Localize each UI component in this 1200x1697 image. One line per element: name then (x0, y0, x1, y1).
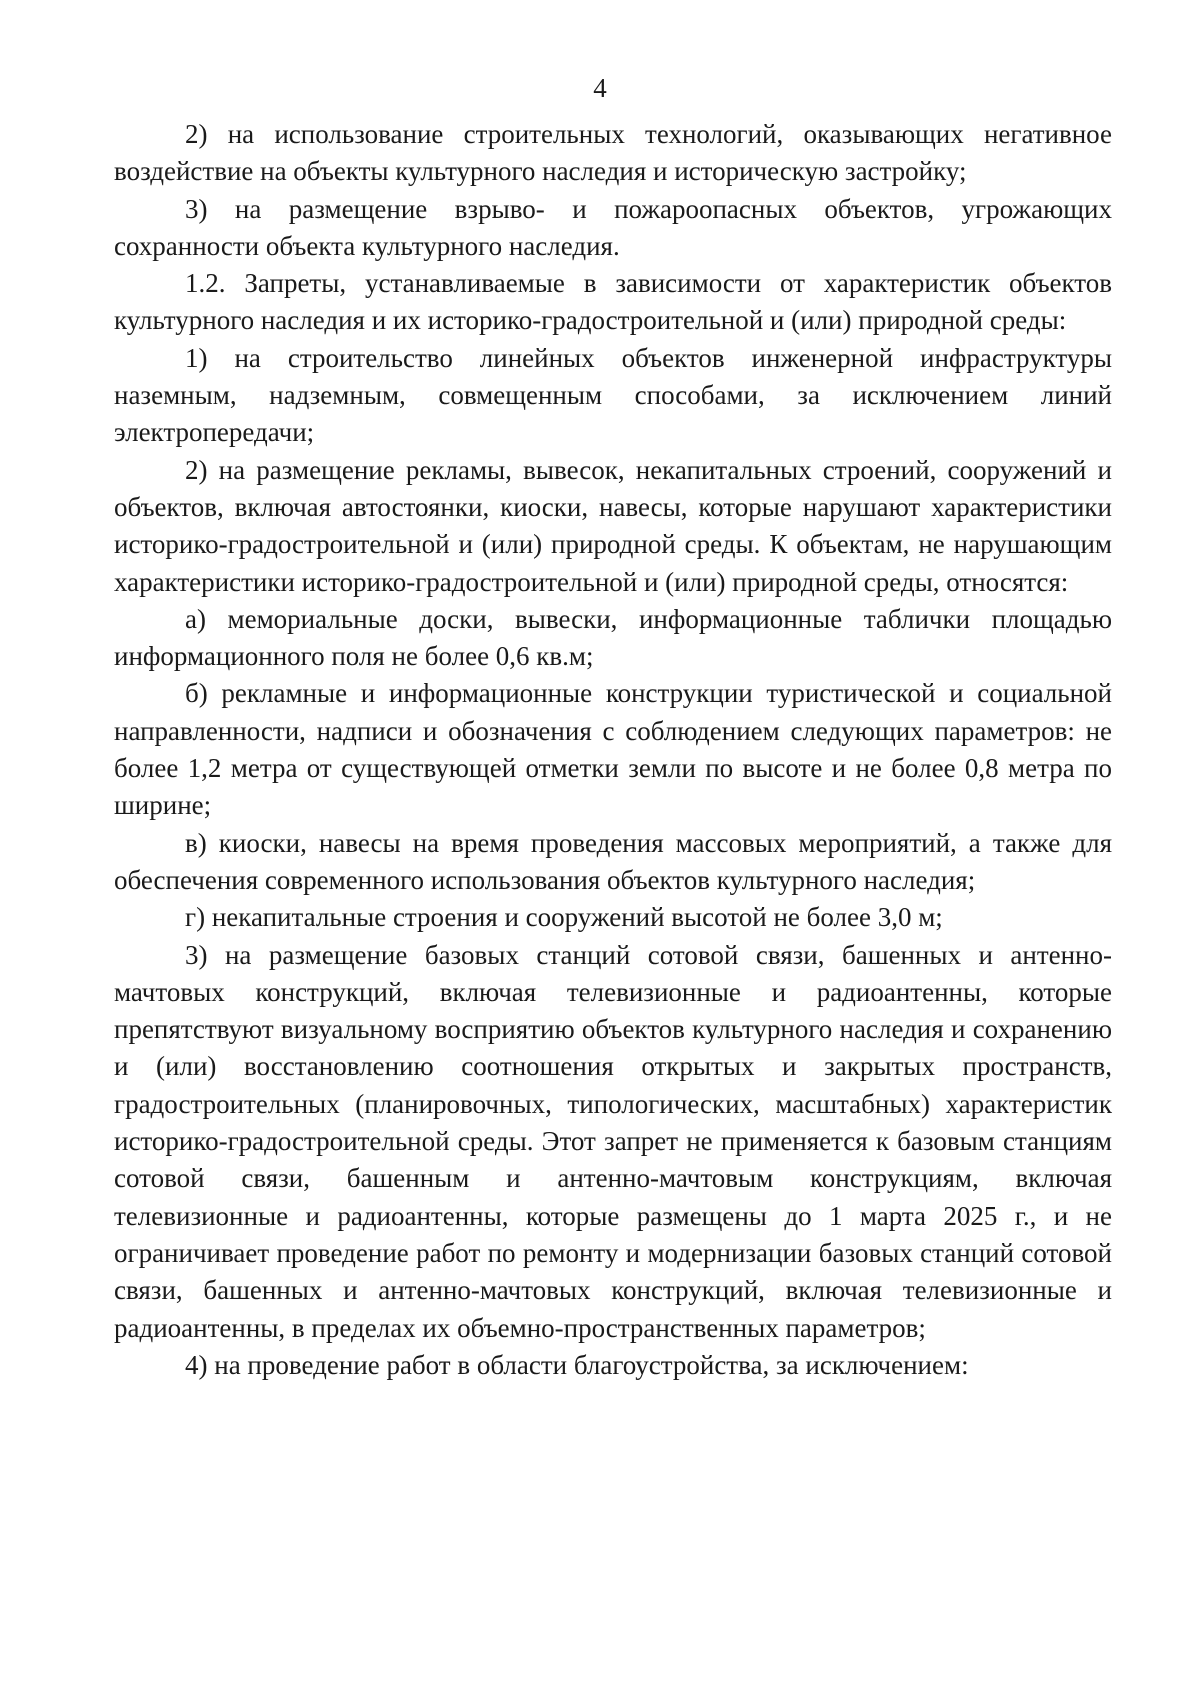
paragraph-subitem-v: в) киоски, навесы на время проведения массовых мероприятий, а также для обеспечения современного использования объектов культурного наследия; (114, 827, 1112, 895)
paragraph-subitem-g: г) некапитальные строения и сооружений высотой не более 3,0 м; (185, 902, 943, 933)
paragraph-item-4: 4) на проведение работ в области благоустройства, за исключением: (185, 1349, 969, 1380)
paragraph-subitem-b: б) рекламные и информационные конструкции туристической и социальной направленности, надписи и обозначения с соблюдением следующих параметров: не более 1,2 метра от существующей отметки земли по высоте и не более 0,8 метра по ширине; (114, 678, 1112, 821)
document-body (114, 116, 1112, 1384)
paragraph-item-3-base-stations: 3) на размещение базовых станций сотовой связи, башенных и антенно-мачтовых конструкций, включая телевизионные и радиоантенны, которые препятствуют визуальному восприятию объектов культурного наследия и сохранению и (или) восстановлению соотношения открытых и закрытых пространств, градостроительных (планировочных, типологических, масштабных) характеристик историко-градостроительной среды. Этот запрет не применяется к базовым станциям сотовой связи, башенным и антенно-мачтовым конструкциям, включая телевизионные и радиоантенны, которые размещены до 1 марта 2025 г., и не ограничивает проведение работ по ремонту и модернизации базовых станций сотовой связи, башенных и антенно-мачтовых конструкций, включая телевизионные и радиоантенны, в пределах их объемно-пространственных параметров; (114, 939, 1112, 1343)
paragraph-item-3: 3) на размещение взрыво- и пожароопасных объектов, угрожающих сохранности объекта культурного наследия. (114, 193, 1112, 261)
paragraph-item-2-advertising: 2) на размещение рекламы, вывесок, некапитальных строений, сооружений и объектов, включая автостоянки, киоски, навесы, которые нарушают характеристики историко-градостроительной и (или) природной среды. К объектам, не нарушающим характеристики историко-градостроительной и (или) природной среды, относятся: (114, 454, 1112, 597)
paragraph-item-2: 2) на использование строительных технологий, оказывающих негативное воздействие на объекты культурного наследия и историческую застройку; (114, 119, 1112, 187)
paragraph-section-1-2: 1.2. Запреты, устанавливаемые в зависимости от характеристик объектов культурного наследия и их историко-градостроительной и (или) природной среды: (114, 268, 1112, 336)
paragraph-subitem-a: а) мемориальные доски, вывески, информационные таблички площадью информационного поля не более 0,6 кв.м; (114, 603, 1112, 672)
paragraph-item-1: 1) на строительство линейных объектов инженерной инфраструктуры наземным, надземным, совмещенным способами, за исключением линий электропередачи; (114, 342, 1112, 448)
page-number: 4 (593, 73, 607, 103)
